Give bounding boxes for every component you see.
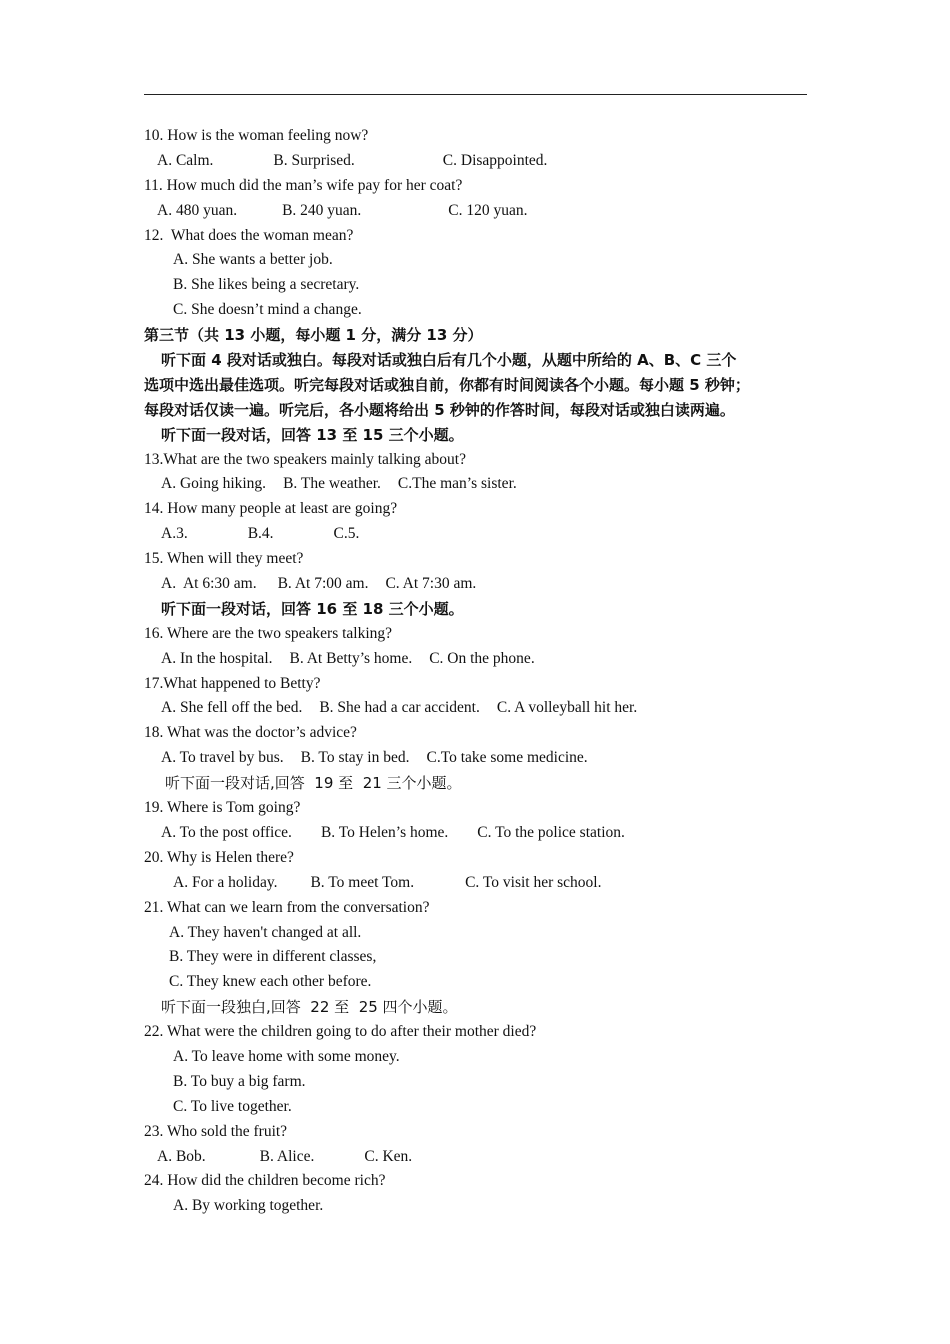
answer-option: A.3. (161, 525, 188, 543)
section-instruction: 每段对话仅读一遍。听完后，各小题将给出 5 秒钟的作答时间，每段对话或独白读两遍。 (144, 400, 735, 419)
question-text: 23. Who sold the fruit? (144, 1122, 288, 1140)
question-text: 18. What was the doctor’s advice? (144, 724, 357, 742)
answer-option: A. To the post office. (161, 823, 292, 841)
answer-option: C. A volleyball hit her. (496, 699, 638, 717)
question-text: 13.What are the two speakers mainly talking about? (144, 450, 466, 468)
answer-option: A. For a holiday. (173, 873, 278, 891)
answer-options (144, 522, 824, 547)
answer-option: C. 120 yuan. (448, 201, 528, 219)
answer-option: B. Surprised. (273, 151, 355, 169)
section-instruction: 选项中选出最佳选项。听完每段对话或独自前，你都有时间阅读各个小题。每小题 5 秒钟； (144, 375, 750, 394)
answer-option: A. She fell off the bed. (161, 699, 303, 717)
answer-option: A. By working together. (173, 1197, 324, 1215)
answer-option: C. Disappointed. (442, 151, 548, 169)
answer-option: C. To the police station. (477, 823, 625, 841)
answer-option: C.To take some medicine. (426, 749, 588, 767)
exam-page (144, 124, 824, 1219)
question-text: 19. Where is Tom going? (144, 799, 301, 817)
answer-option: C. They knew each other before. (169, 973, 372, 991)
answer-options (144, 149, 824, 174)
answer-options (144, 696, 824, 721)
answer-option: A. She wants a better job. (173, 251, 333, 269)
answer-options (144, 572, 824, 597)
answer-options (144, 871, 824, 896)
question-text: 11. How much did the man’s wife pay for her coat? (144, 176, 463, 194)
answer-options (144, 199, 824, 224)
answer-option: A. To travel by bus. (161, 749, 284, 767)
answer-options (144, 746, 824, 771)
question-text: 17.What happened to Betty? (144, 674, 321, 692)
section-instruction: 听下面 4 段对话或独白。每段对话或独白后有几个小题，从题中所给的 A、B、C 三个 (161, 351, 737, 370)
answer-option: B. The weather. (283, 475, 381, 493)
question-text: 21. What can we learn from the conversation? (144, 898, 430, 916)
answer-option: A. Going hiking. (161, 475, 267, 493)
answer-option: C. She doesn’t mind a change. (173, 301, 362, 319)
section-instruction: 第三节（共 13 小题，每小题 1 分，满分 13 分） (144, 326, 483, 345)
answer-option: A. In the hospital. (161, 649, 273, 667)
answer-option: C.The man’s sister. (397, 475, 517, 493)
answer-option: B. To buy a big farm. (173, 1072, 306, 1090)
answer-option: B. To meet Tom. (310, 873, 415, 891)
answer-options (144, 821, 824, 846)
answer-option: C.5. (333, 525, 360, 543)
answer-option: C. To live together. (173, 1097, 292, 1115)
listening-note: 听下面一段对话,回答 19 至 21 三个小题。 (165, 774, 462, 793)
question-text: 16. Where are the two speakers talking? (144, 624, 393, 642)
question-text: 24. How did the children become rich? (144, 1172, 386, 1190)
answer-options (144, 1145, 824, 1170)
answer-option: A. 480 yuan. (157, 201, 238, 219)
answer-option: C. To visit her school. (465, 873, 602, 891)
question-text: 15. When will they meet? (144, 550, 304, 568)
answer-option: B. At 7:00 am. (277, 575, 369, 593)
answer-option: A. They haven't changed at all. (169, 923, 362, 941)
question-text: 22. What were the children going to do after their mother died? (144, 1023, 537, 1041)
answer-option: B. They were in different classes, (169, 948, 377, 966)
answer-option: B. At Betty’s home. (289, 649, 413, 667)
question-text: 14. How many people at least are going? (144, 500, 398, 518)
header-rule (144, 94, 807, 95)
answer-option: A. Calm. (157, 151, 214, 169)
answer-option: B. 240 yuan. (282, 201, 362, 219)
answer-options (144, 472, 824, 497)
answer-options (144, 647, 824, 672)
section-instruction: 听下面一段对话，回答 16 至 18 三个小题。 (161, 599, 464, 618)
section-instruction: 听下面一段对话，回答 13 至 15 三个小题。 (161, 425, 464, 444)
listening-note: 听下面一段独白,回答 22 至 25 四个小题。 (161, 998, 458, 1017)
answer-option: B. Alice. (259, 1147, 315, 1165)
question-text: 20. Why is Helen there? (144, 848, 294, 866)
answer-option: B. She had a car accident. (319, 699, 480, 717)
answer-option: B. She likes being a secretary. (173, 276, 360, 294)
answer-option: A. To leave home with some money. (173, 1047, 400, 1065)
question-text: 10. How is the woman feeling now? (144, 127, 369, 144)
answer-option: A. Bob. (157, 1147, 206, 1165)
answer-option: C. On the phone. (429, 649, 535, 667)
answer-option: C. At 7:30 am. (385, 575, 477, 593)
answer-option: B. To Helen’s home. (320, 823, 449, 841)
answer-option: B.4. (247, 525, 274, 543)
answer-option: B. To stay in bed. (300, 749, 410, 767)
answer-option: A. At 6:30 am. (161, 575, 257, 593)
answer-option: C. Ken. (364, 1147, 413, 1165)
question-text: 12. What does the woman mean? (144, 226, 354, 244)
